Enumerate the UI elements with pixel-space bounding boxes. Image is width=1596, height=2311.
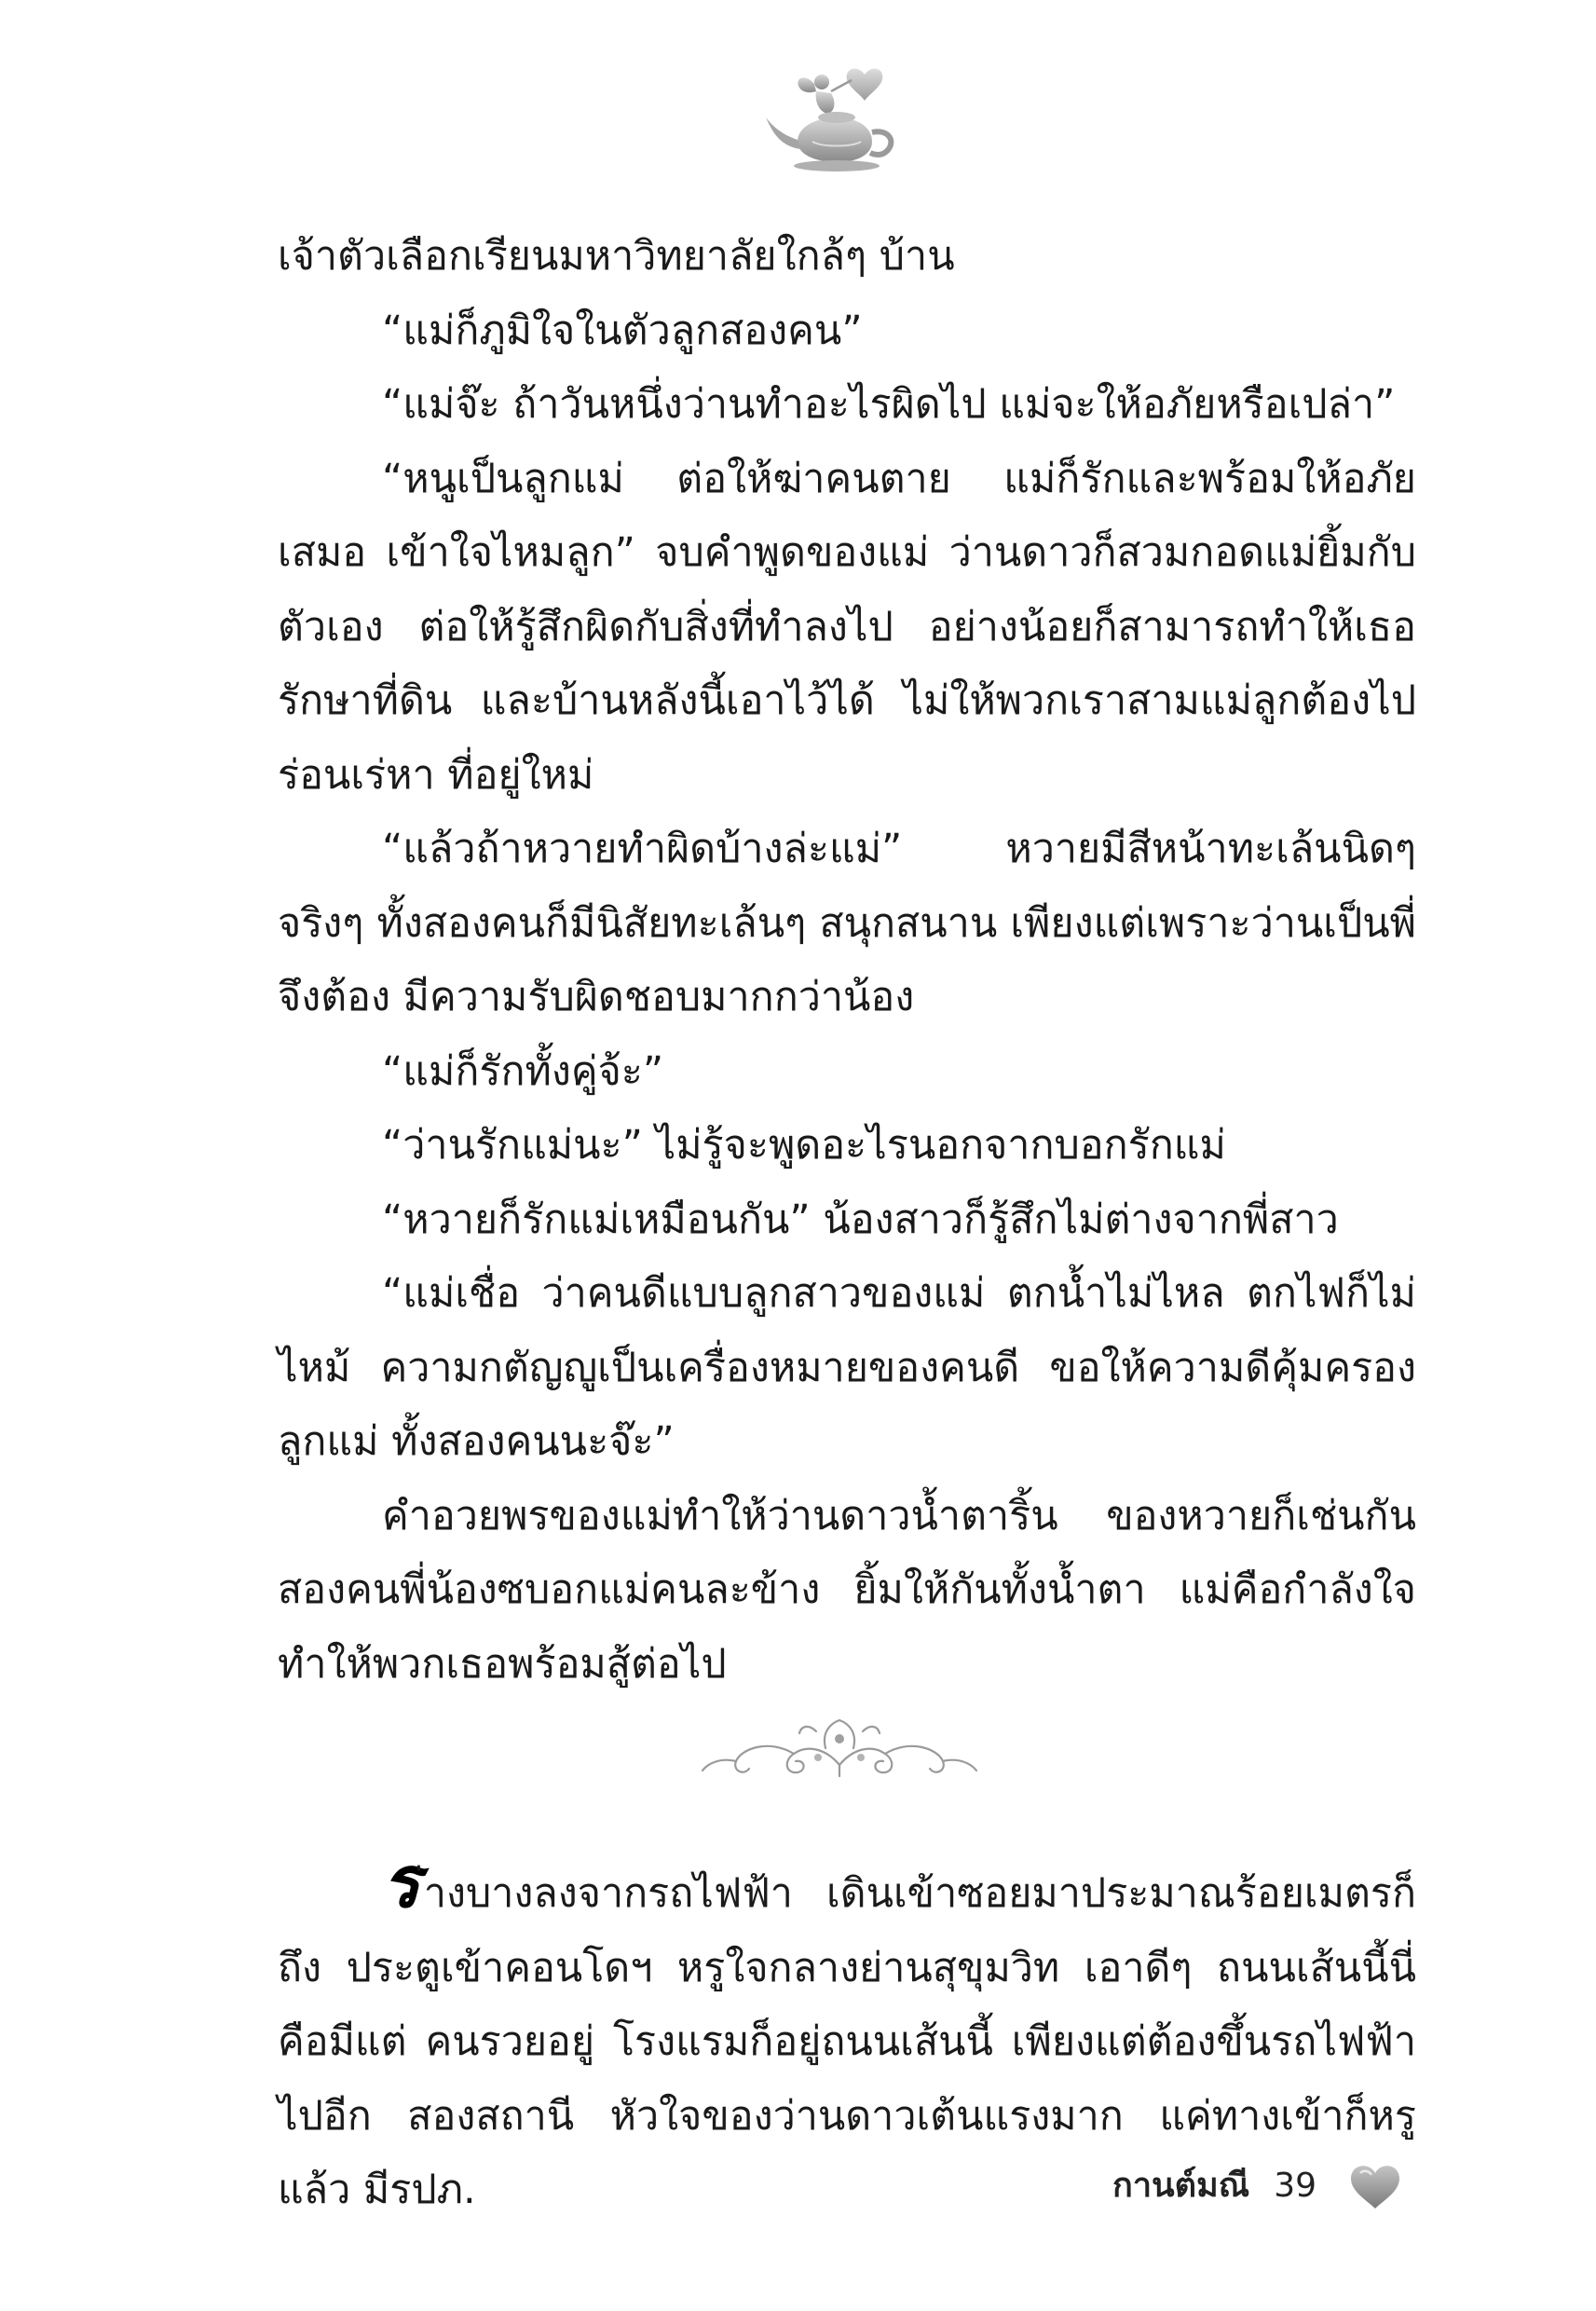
- book-title: กานต์มณี: [1112, 2167, 1250, 2205]
- section-text: ่างบางลงจากรถไฟฟ้า เดินเข้าซอยมาประมาณร้อยเมตรก็ถึง ประตูเข้าคอนโดฯ หรูใจกลางย่านสุขุมวิท เอาดีๆ ถนนเส้นนี้นี่คือมีแต่ คนรวยอยู่ โรงแรมก็อยู่ถนนเส้นนี้ เพียงแต่ต้องขึ้นรถไฟฟ้าไปอีก สองสถานี หัวใจของว่านดาวเต้นแรงมาก แค่ทางเข้าก็หรูแล้ว มีรปภ.: [278, 1870, 1416, 2213]
- paragraph: เจ้าตัวเลือกเรียนมหาวิทยาลัยใกล้ๆ บ้าน: [278, 233, 955, 280]
- page-footer: [1112, 2158, 1316, 2211]
- paragraph: “แม่เชื่อ ว่าคนดีแบบลูกสาวของแม่ ตกน้ำไม่ไหล ตกไฟก็ไม่ไหม้ ความกตัญญูเป็นเครื่องหมายของคนดี ขอให้ความดีคุ้มครองลูกแม่ ทั้งสองคนนะจ๊ะ”: [278, 1270, 1416, 1465]
- page-number: 39: [1274, 2167, 1316, 2205]
- paragraph: “แม่ก็ภูมิใจในตัวลูกสองคน”: [382, 307, 863, 354]
- body-text: [278, 220, 1416, 1702]
- paragraph: “หวายก็รักแม่เหมือนกัน” น้องสาวก็รู้สึกไม่ต่างจากพี่สาว: [382, 1196, 1339, 1243]
- dropcap-letter: ร: [382, 1840, 420, 1923]
- paragraph: “ว่านรักแม่นะ” ไม่รู้จะพูดอะไรนอกจากบอกรักแม่: [382, 1122, 1226, 1169]
- paragraph: คำอวยพรของแม่ทำให้ว่านดาวน้ำตาริ้น ของหวายก็เช่นกัน สองคนพี่น้องซบอกแม่คนละข้าง ยิ้มให้กันทั้งน้ำตา แม่คือกำลังใจ ทำให้พวกเธอพร้อมสู้ต่อไป: [278, 1492, 1416, 1688]
- heart-icon: [1347, 2160, 1403, 2210]
- paragraph: “แล้วถ้าหวายทำผิดบ้างล่ะแม่” หวายมีสีหน้าทะเล้นนิดๆ จริงๆ ทั้งสองคนก็มีนิสัยทะเล้นๆ สนุกสนาน เพียงแต่เพราะว่านเป็นพี่ จึงต้อง มีความรับผิดชอบมากกว่าน้อง: [278, 826, 1416, 1020]
- floral-divider-icon: [686, 1711, 993, 1785]
- paragraph: “แม่ก็รักทั้งคู่จ้ะ”: [382, 1047, 664, 1095]
- paragraph: “หนูเป็นลูกแม่ ต่อให้ฆ่าคนตาย แม่ก็รักและพร้อมให้อภัยเสมอ เข้าใจไหมลูก” จบคำพูดของแม่ ว่านดาวก็สวมกอดแม่ยิ้มกับตัวเอง ต่อให้รู้สึกผิดกับสิ่งที่ทำลงไป อย่างน้อยก็สามารถทำให้เธอรักษาที่ดิน และบ้านหลังนี้เอาไว้ได้ ไม่ให้พวกเราสามแม่ลูกต้องไปร่อนเร่หา ที่อยู่ใหม่: [278, 455, 1416, 799]
- paragraph: “แม่จ๊ะ ถ้าวันหนึ่งว่านทำอะไรผิดไป แม่จะให้อภัยหรือเปล่า”: [382, 381, 1396, 428]
- teapot-cupid-ornament-icon: [760, 56, 909, 177]
